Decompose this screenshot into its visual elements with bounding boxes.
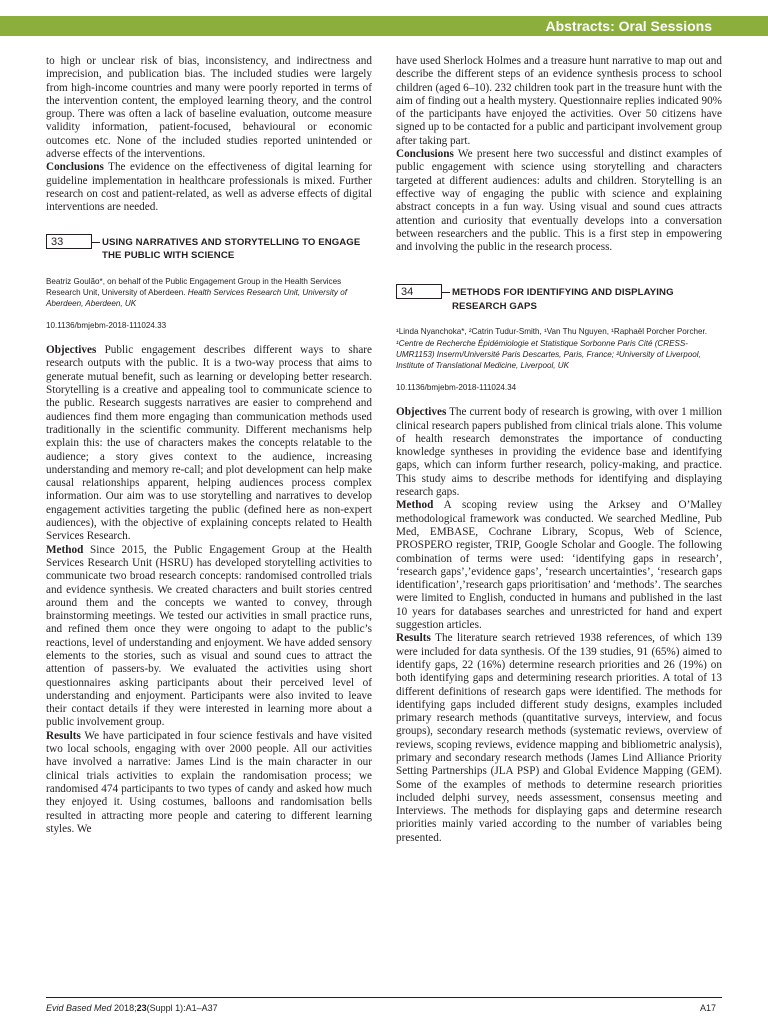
abstract-34-heading [396,284,722,314]
abstract-33-results: Results We have participated in four science festivals and have visited two local schools, engaging with over 2000 people. All our activities have involved a narrative: James Lind is the main character in our clinical trials activities to explain the randomisation process; we randomised 474 participants to two types of candy and asked how much they enjoyed it. Using costumes, balloons and randomisation bells resulted in attracting more people and catering to different learning styles. We [46,729,372,835]
right-column [396,55,722,845]
abstract-number-box: 34 [396,284,442,299]
abstract-33-doi: 10.1136/bmjebm-2018-111024.33 [46,321,167,331]
abstract-33-results-continued: have used Sherlock Holmes and a treasure hunt narrative to map out and describe the different steps of an evidence synthesis process to school children (aged 6–10). 232 children took part in the treasure hunt with the aim of finding out a health mystery. Questionnaire replies indicated 90% of the participants have enjoyed the activities. Over 50 citizens have signed up to be contacted for a public and participant involvement group after taking part. [396,55,722,147]
abstract-33-heading [46,234,372,264]
left-column [46,55,372,836]
header-bar [0,16,768,36]
affiliation: Health Services Research Unit, University of Aberdeen, Aberdeen, UK [46,287,347,308]
affiliation: ¹Centre de Recherche Épidémiologie et Statistique Sorbonne Paris Cité (CRESS-UMR1153) Inserm/Université Paris Descartes, Paris, France; ²University of Liverpool, Institute of Translational Medicine, Liverpool, UK [396,338,701,371]
abstract-32-continuation: to high or unclear risk of bias, inconsistency, and indirectness and imprecision, and publication bias. The included studies were largely from high-income countries and many were poorly reported in terms of the intervention content, the employed learning theory, and the control group. There was often a lack of baseline evaluation, outcome measure validity information, patient-focused, behavioural or economic outcomes etc. None of the included studies reported unintended or adverse effects of the interventions. [46,55,372,161]
abstract-number-box: 33 [46,234,92,249]
divider [92,242,100,243]
abstract-33-conclusions: Conclusions We present here two successful and distinct examples of public engagement with science using storytelling and characters targeted at different audiences: adults and children. Storytelling is an effective way of engaging the public with science and explaining abstract concepts in a fun way. Using visual and sound cues attracts attention and curiosity that eventually develops into a conversation between researchers and the public. This is a first step in empowering and involving the public in the research process. [396,148,722,254]
divider [442,292,450,293]
page-number: A17 [700,1003,717,1013]
abstract-34-authors: ¹Linda Nyanchoka*, ²Catrin Tudur-Smith, ¹Van Thu Nguyen, ¹Raphaël Porcher Porcher. ¹Centre de Recherche Épidémiologie et Statistique Sorbonne Paris Cité (CRESS-UMR1153) Inserm/Université Paris Descartes, Paris, France; ²University of Liverpool, Institute of Translational Medicine, Liverpool, UK [396,327,708,371]
footer-rule [46,997,722,998]
abstract-34-objectives: Objectives The current body of research is growing, with over 1 million clinical research papers published from clinical trials alone. This volume of health research demonstrates the importance of conducting knowledge syntheses in providing the evidence base and identifying gaps, which can inform further research, policy-making, and practice. This study aims to describe methods for identifying and displaying research gaps. [396,406,722,499]
abstract-title: USING NARRATIVES AND STORYTELLING TO ENGAGE THE PUBLIC WITH SCIENCE [102,236,361,262]
abstract-34-doi: 10.1136/bmjebm-2018-111024.34 [396,383,517,393]
abstract-33-method: Method Since 2015, the Public Engagement Group at the Health Services Research Unit (HSRU) has developed storytelling activities to communicate two broad research concepts: randomised controlled trials and evidence synthesis. We created characters and built stories centred around them and the concepts we wanted to convey, through brainstorming meetings. We tested our activities in small practice runs, and refined them once they were ongoing to adapt to the public’s reactions, level of understanding and enjoyment. We have added sensory elements to the stories, such as visual and sound cues to attract the attention of passers-by. We evaluated the activities using short questionnaires asking participants about their perceived level of understanding and enjoyment. Participants were also invited to leave their contact details if they were interested in learning more about a public involvement group. [46,543,372,729]
abstract-33-objectives: Objectives Public engagement describes different ways to share research outputs with the public. It is a two-way process that aims to generate mutual benefit, such as learning or developing better research. Storytelling is a creative and appealing tool to communicate science to the public. Research suggests narratives are easier to comprehend and audiences find them more engaging than communication methods used traditionally in the scientific community. Different mechanisms help explain this: the use of characters makes the concepts relatable to the audience; a story gives context to the audience, increasing understanding and memory re-call; and plot development can help make causal relationships apparent, helping audiences process complex information. Our aim was to use storytelling and narratives to develop engagement activities targeting the public (defined here as non-expert audiences), with the objective of explaining concepts related to Health Services Research. [46,344,372,543]
conclusions-label: Conclusions [46,161,104,174]
section-title: Abstracts: Oral Sessions [545,18,712,34]
abstract-34-method: Method A scoping review using the Arksey and O’Malley methodological framework was conducted. We searched Medline, Pub Med, EMBASE, Cochrane Library, Scopus, Web of Science, PROSPERO register, TRIP, Google Scholar and Google. The following combination of terms were used: ‘identifying gaps in research’, ‘research gaps’,’evidence gaps’, ‘research uncertainties’, ‘research gaps identification’,’research gaps prioritisation’ and ‘methods’. The searches were limited to English, conducted in humans and published in the last 10 years for databases searches and unrestricted for hand and expert suggestion articles. [396,499,722,632]
abstract-34-results: Results The literature search retrieved 1938 references, of which 139 were included for data synthesis. Of the 139 studies, 91 (65%) aimed to identify gaps, 22 (16%) determine research priorities and 26 (19%) on both identifying gaps and determining research priorities. A total of 13 different definitions of research gaps were identified. The methods for identifying gaps included different study designs, examples included primary research methods (quantitative surveys, interview, and focus groups), secondary research methods (systematic reviews, overview of reviews, scoping reviews, evidence mapping and bibliometric analysis), primary and secondary research methods (James Lind Alliance Priority Setting Partnerships (JLA PSP) and Global Evidence Mapping (GEM). Some of the examples of methods to determine research priorities included delphi survey, needs assessment, consensus meeting and Interviews. The methods for displaying gaps and determine research priorities mainly varied according to the number of variables being presented. [396,632,722,844]
abstract-title: METHODS FOR IDENTIFYING AND DISPLAYING RESEARCH GAPS [452,287,674,313]
abstract-33-authors: Beatriz Goulão*, on behalf of the Public Engagement Group in the Health Services Research Unit, University of Aberdeen. Health Services Research Unit, University of Aberdeen, Aberdeen, UK [46,276,347,308]
abstract-32-conclusions: Conclusions The evidence on the effectiveness of digital learning for guideline implementation in healthcare professionals is mixed. Further research on cost and patient-related, as well as adverse effects of digital interventions are needed. [46,161,372,214]
footer-citation: Evid Based Med 2018;23(Suppl 1):A1–A37 [46,1003,218,1013]
